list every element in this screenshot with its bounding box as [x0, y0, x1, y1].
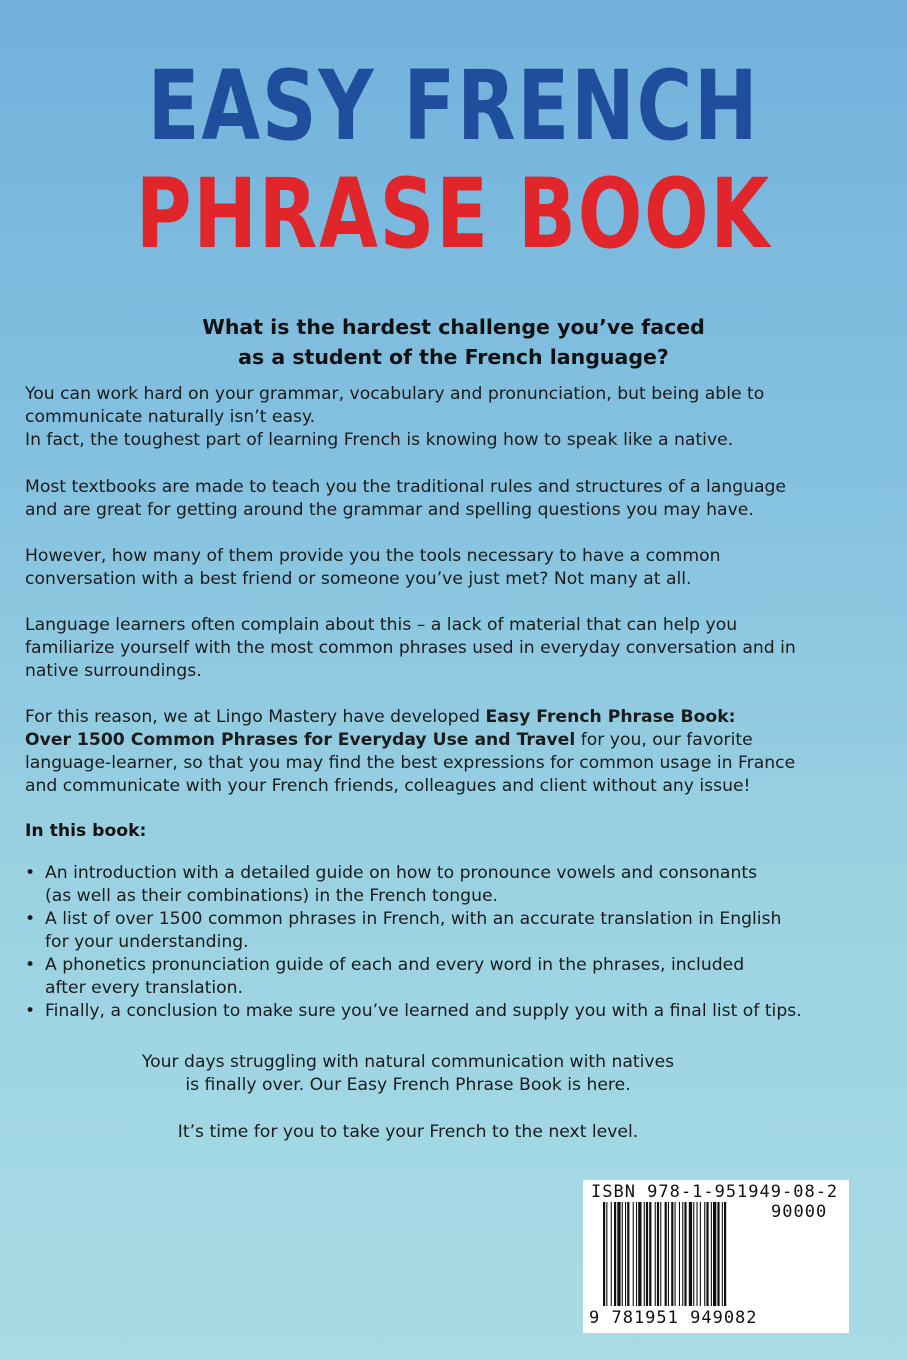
barcode-bar	[668, 1202, 669, 1306]
barcode-bar	[706, 1202, 708, 1306]
barcode-bar	[679, 1202, 680, 1306]
barcode-bar	[625, 1202, 626, 1306]
barcode-bar	[611, 1202, 612, 1306]
book-title-line1: EASY FRENCH	[147, 50, 760, 162]
list-item-line: • A phonetics pronunciation guide of each and every word in the phrases, included	[45, 955, 745, 975]
closing-line: is finally over. Our Easy French Phrase Book is here.	[185, 1075, 631, 1095]
paragraph-line: Language learners often complain about this – a lack of material that can help you	[25, 615, 738, 635]
book-subtitle-bold: Over 1500 Common Phrases for Everyday Use and Travel	[25, 730, 576, 750]
barcode-bar	[724, 1202, 726, 1306]
in-this-book-heading: In this book:	[25, 821, 147, 841]
barcode-bar	[649, 1202, 651, 1306]
book-name-bold: Easy French Phrase Book:	[485, 707, 736, 727]
barcode-bar	[697, 1202, 698, 1306]
paragraph-line: conversation with a best friend or someone you’ve just met? Not many at all.	[25, 569, 692, 589]
paragraph-line: communicate naturally isn’t easy.	[25, 407, 316, 427]
barcode-bar	[689, 1202, 692, 1306]
barcode-bar	[665, 1202, 667, 1306]
barcode-bar	[603, 1202, 605, 1306]
paragraph-line	[25, 706, 885, 729]
book-title-line2: PHRASE BOOK	[135, 158, 772, 270]
barcode-bar	[636, 1202, 637, 1306]
list-item	[25, 908, 885, 954]
price-code: 90000	[771, 1202, 828, 1222]
paragraph-1	[25, 383, 885, 452]
list-item-line: • Finally, a conclusion to make sure you’ve learned and supply you with a final list of tips.	[45, 1001, 802, 1021]
closing-tagline: It’s time for you to take your French to the next level.	[177, 1122, 639, 1142]
paragraph-text: for you, our favorite	[575, 730, 753, 750]
barcode-bar	[646, 1202, 648, 1306]
list-item	[25, 862, 885, 908]
paragraph-2	[25, 476, 885, 522]
barcode-bar	[617, 1202, 620, 1306]
barcode-bar	[711, 1202, 712, 1306]
barcode-bar	[655, 1202, 656, 1306]
barcode-bar	[644, 1202, 645, 1306]
paragraph-line: native surroundings.	[25, 661, 202, 681]
paragraph-4	[25, 614, 885, 683]
paragraph-text: For this reason, we at Lingo Mastery have developed	[25, 707, 486, 727]
closing-paragraph	[0, 1051, 816, 1097]
barcode-bar	[638, 1202, 641, 1306]
barcode-bar	[684, 1202, 686, 1306]
barcode-bar	[606, 1202, 607, 1306]
barcode-bars	[603, 1202, 833, 1310]
barcode-bar	[704, 1202, 705, 1306]
barcode-bar	[693, 1202, 694, 1306]
barcode-bar	[660, 1202, 661, 1306]
barcode-bar	[622, 1202, 623, 1306]
barcode-bar	[633, 1202, 634, 1306]
paragraph-line: and are great for getting around the grammar and spelling questions you may have.	[25, 500, 754, 520]
paragraph-line: However, how many of them provide you the tools necessary to have a common	[25, 546, 721, 566]
barcode-bar	[722, 1202, 723, 1306]
paragraph-line: and communicate with your French friends, colleagues and client without any issue!	[25, 776, 751, 796]
list-item	[25, 954, 885, 1000]
headline-line1: What is the hardest challenge you’ve faced	[202, 315, 705, 339]
barcode-bar	[717, 1202, 719, 1306]
paragraph-line: In fact, the toughest part of learning French is knowing how to speak like a native.	[25, 430, 734, 450]
feature-list	[25, 862, 885, 1023]
paragraph-line: language-learner, so that you may find the best expressions for common usage in France	[25, 753, 796, 773]
paragraph-line: Most textbooks are made to teach you the traditional rules and structures of a language	[25, 477, 787, 497]
barcode-bar	[700, 1202, 701, 1306]
paragraph-line: familiarize yourself with the most common phrases used in everyday conversation and in	[25, 638, 796, 658]
headline-line2: as a student of the French language?	[238, 345, 669, 369]
barcode-bar	[682, 1202, 683, 1306]
barcode-bar	[671, 1202, 673, 1306]
isbn-text: ISBN 978-1-951949-08-2	[591, 1182, 839, 1202]
list-item-line: after every translation.	[45, 978, 244, 998]
headline	[0, 312, 907, 372]
paragraph-3	[25, 545, 885, 591]
barcode-bar	[657, 1202, 659, 1306]
list-item-line: for your understanding.	[45, 932, 249, 952]
list-item-line: (as well as their combinations) in the French tongue.	[45, 886, 499, 906]
ean-number: 9 781951 949082	[589, 1308, 758, 1328]
list-item-line: • An introduction with a detailed guide on how to pronounce vowels and consonants	[45, 863, 758, 883]
barcode-bar	[627, 1202, 629, 1306]
barcode-bar	[614, 1202, 616, 1306]
paragraph-line	[25, 729, 885, 752]
closing-line: Your days struggling with natural communication with natives	[141, 1052, 675, 1072]
list-item	[25, 1000, 885, 1023]
barcode-bar	[675, 1202, 676, 1306]
list-item-line: • A list of over 1500 common phrases in French, with an accurate translation in English	[45, 909, 782, 929]
barcode	[583, 1180, 849, 1333]
barcode-bar	[713, 1202, 716, 1306]
paragraph-5	[25, 706, 885, 798]
paragraph-line: You can work hard on your grammar, vocabulary and pronunciation, but being able to	[25, 384, 765, 404]
